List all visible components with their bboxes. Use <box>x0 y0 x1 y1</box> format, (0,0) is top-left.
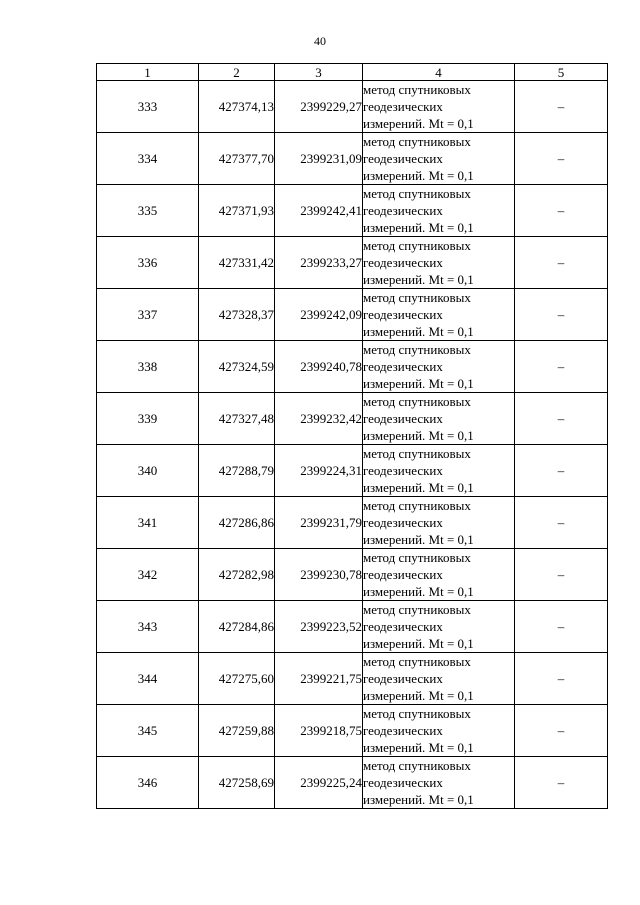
y-coordinate-cell: 2399230,78 <box>275 549 363 601</box>
x-coordinate-cell: 427331,42 <box>199 237 275 289</box>
y-coordinate-cell: 2399218,75 <box>275 705 363 757</box>
column-header: 3 <box>275 64 363 81</box>
method-cell: метод спутниковых геодезических измерений. Mt = 0,1 <box>363 497 515 549</box>
method-cell: метод спутниковых геодезических измерений. Mt = 0,1 <box>363 653 515 705</box>
method-cell: метод спутниковых геодезических измерений. Mt = 0,1 <box>363 445 515 497</box>
y-coordinate-cell: 2399225,24 <box>275 757 363 809</box>
note-cell: – <box>515 81 608 133</box>
x-coordinate-cell: 427258,69 <box>199 757 275 809</box>
note-cell: – <box>515 757 608 809</box>
x-coordinate-cell: 427328,37 <box>199 289 275 341</box>
y-coordinate-cell: 2399232,42 <box>275 393 363 445</box>
point-number-cell: 343 <box>97 601 199 653</box>
table-row <box>97 757 608 809</box>
x-coordinate-cell: 427286,86 <box>199 497 275 549</box>
point-number-cell: 338 <box>97 341 199 393</box>
table-header-row <box>97 64 608 81</box>
point-number-cell: 334 <box>97 133 199 185</box>
table-row <box>97 445 608 497</box>
note-cell: – <box>515 393 608 445</box>
y-coordinate-cell: 2399242,09 <box>275 289 363 341</box>
note-cell: – <box>515 497 608 549</box>
note-cell: – <box>515 133 608 185</box>
point-number-cell: 341 <box>97 497 199 549</box>
point-number-cell: 333 <box>97 81 199 133</box>
table-row <box>97 133 608 185</box>
y-coordinate-cell: 2399229,27 <box>275 81 363 133</box>
x-coordinate-cell: 427377,70 <box>199 133 275 185</box>
y-coordinate-cell: 2399242,41 <box>275 185 363 237</box>
y-coordinate-cell: 2399231,79 <box>275 497 363 549</box>
note-cell: – <box>515 341 608 393</box>
note-cell: – <box>515 445 608 497</box>
column-header: 4 <box>363 64 515 81</box>
note-cell: – <box>515 289 608 341</box>
note-cell: – <box>515 237 608 289</box>
y-coordinate-cell: 2399223,52 <box>275 601 363 653</box>
method-cell: метод спутниковых геодезических измерений. Mt = 0,1 <box>363 601 515 653</box>
point-number-cell: 346 <box>97 757 199 809</box>
note-cell: – <box>515 705 608 757</box>
table-row <box>97 237 608 289</box>
table-row <box>97 185 608 237</box>
coordinates-table <box>96 63 608 809</box>
x-coordinate-cell: 427282,98 <box>199 549 275 601</box>
x-coordinate-cell: 427327,48 <box>199 393 275 445</box>
point-number-cell: 339 <box>97 393 199 445</box>
x-coordinate-cell: 427259,88 <box>199 705 275 757</box>
note-cell: – <box>515 549 608 601</box>
method-cell: метод спутниковых геодезических измерений. Mt = 0,1 <box>363 549 515 601</box>
table-row <box>97 81 608 133</box>
table-row <box>97 549 608 601</box>
note-cell: – <box>515 653 608 705</box>
y-coordinate-cell: 2399233,27 <box>275 237 363 289</box>
point-number-cell: 344 <box>97 653 199 705</box>
method-cell: метод спутниковых геодезических измерений. Mt = 0,1 <box>363 393 515 445</box>
page-number: 40 <box>314 34 326 48</box>
y-coordinate-cell: 2399231,09 <box>275 133 363 185</box>
x-coordinate-cell: 427374,13 <box>199 81 275 133</box>
method-cell: метод спутниковых геодезических измерений. Mt = 0,1 <box>363 705 515 757</box>
table-row <box>97 601 608 653</box>
point-number-cell: 335 <box>97 185 199 237</box>
y-coordinate-cell: 2399221,75 <box>275 653 363 705</box>
x-coordinate-cell: 427284,86 <box>199 601 275 653</box>
method-cell: метод спутниковых геодезических измерений. Mt = 0,1 <box>363 133 515 185</box>
method-cell: метод спутниковых геодезических измерений. Mt = 0,1 <box>363 237 515 289</box>
note-cell: – <box>515 185 608 237</box>
column-header: 2 <box>199 64 275 81</box>
x-coordinate-cell: 427288,79 <box>199 445 275 497</box>
method-cell: метод спутниковых геодезических измерений. Mt = 0,1 <box>363 185 515 237</box>
y-coordinate-cell: 2399224,31 <box>275 445 363 497</box>
y-coordinate-cell: 2399240,78 <box>275 341 363 393</box>
point-number-cell: 336 <box>97 237 199 289</box>
table-row <box>97 341 608 393</box>
method-cell: метод спутниковых геодезических измерений. Mt = 0,1 <box>363 289 515 341</box>
point-number-cell: 337 <box>97 289 199 341</box>
column-header: 1 <box>97 64 199 81</box>
table-row <box>97 497 608 549</box>
x-coordinate-cell: 427275,60 <box>199 653 275 705</box>
point-number-cell: 340 <box>97 445 199 497</box>
point-number-cell: 345 <box>97 705 199 757</box>
x-coordinate-cell: 427371,93 <box>199 185 275 237</box>
method-cell: метод спутниковых геодезических измерений. Mt = 0,1 <box>363 81 515 133</box>
table-row <box>97 393 608 445</box>
method-cell: метод спутниковых геодезических измерений. Mt = 0,1 <box>363 341 515 393</box>
table-row <box>97 653 608 705</box>
point-number-cell: 342 <box>97 549 199 601</box>
table-row <box>97 705 608 757</box>
note-cell: – <box>515 601 608 653</box>
table-row <box>97 289 608 341</box>
column-header: 5 <box>515 64 608 81</box>
method-cell: метод спутниковых геодезических измерений. Mt = 0,1 <box>363 757 515 809</box>
x-coordinate-cell: 427324,59 <box>199 341 275 393</box>
